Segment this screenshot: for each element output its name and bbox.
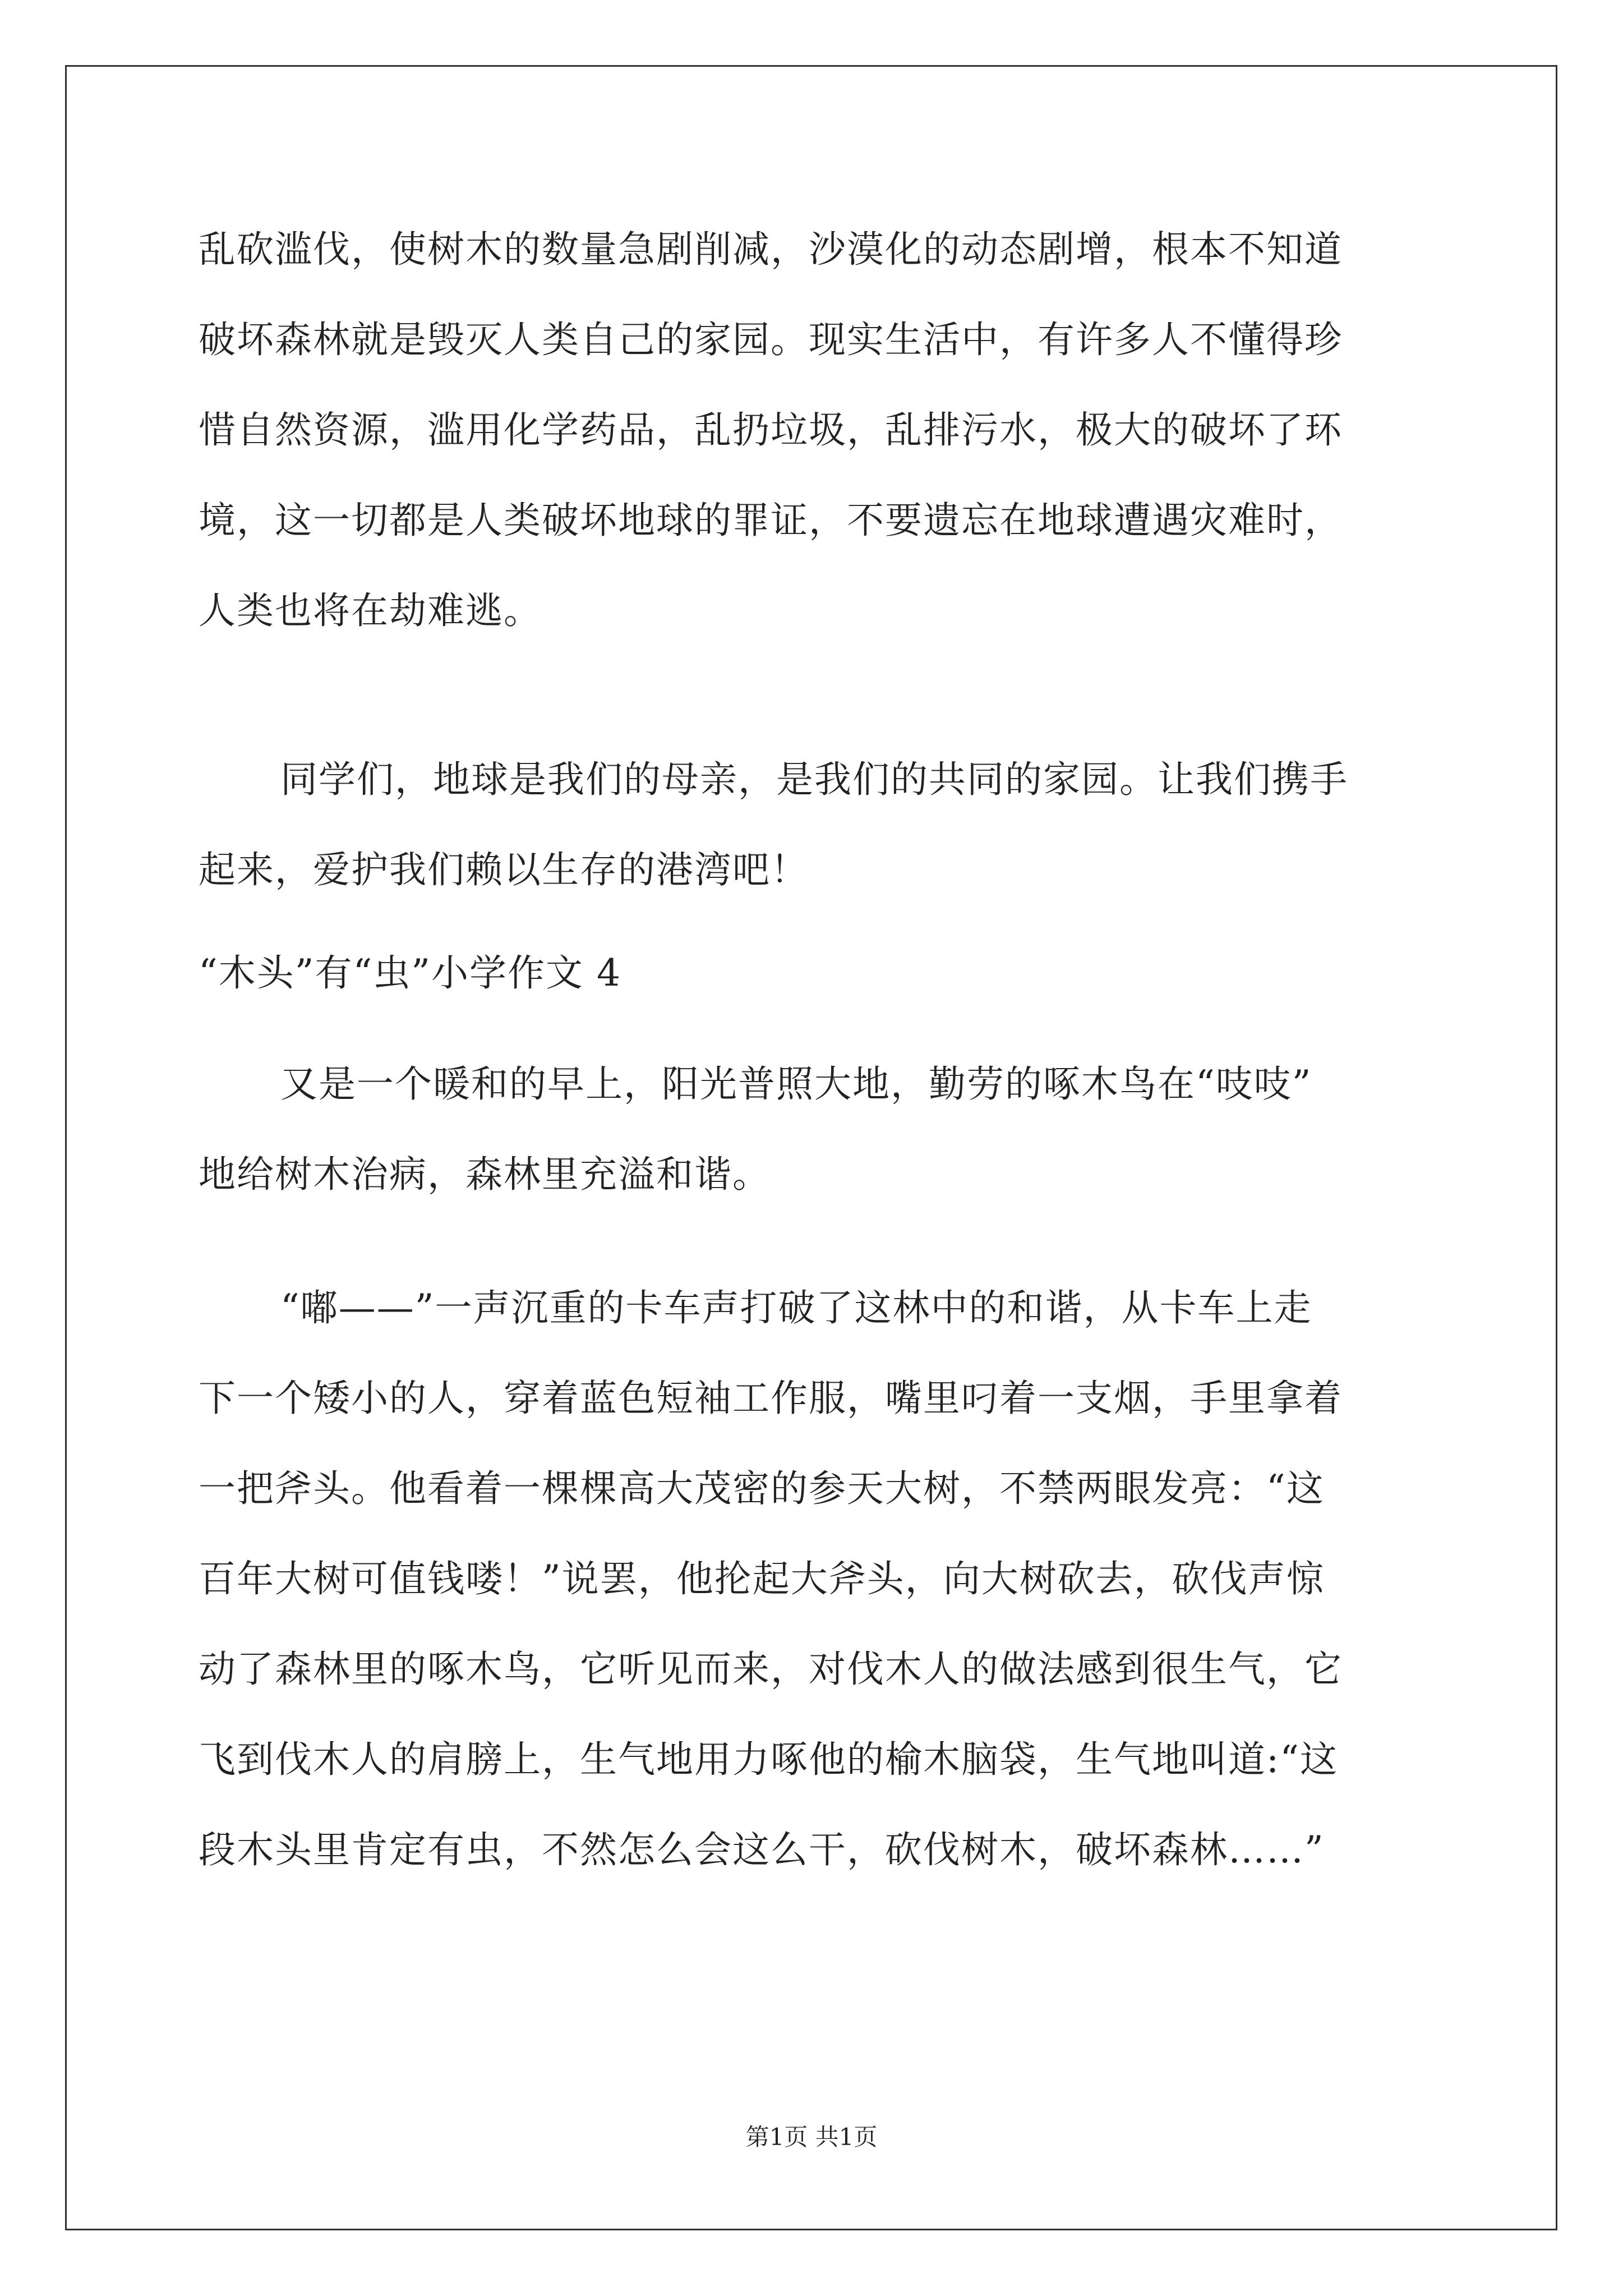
body-line: 境，这一切都是人类破坏地球的罪证，不要遗忘在地球遭遇灾难时， xyxy=(199,499,1343,542)
body-line: 一把斧头。他看着一棵棵高大茂密的参天大树，不禁两眼发亮：“这 xyxy=(199,1467,1325,1510)
body-line: 下一个矮小的人，穿着蓝色短袖工作服，嘴里叼着一支烟，手里拿着 xyxy=(199,1377,1343,1420)
body-line: “嘟——”一声沉重的卡车声打破了这林中的和谐，从卡车上走 xyxy=(280,1286,1312,1329)
body-line: 地给树木治病，森林里充溢和谐。 xyxy=(199,1153,771,1196)
body-line: 乱砍滥伐，使树木的数量急剧削减，沙漠化的动态剧增，根本不知道 xyxy=(199,228,1343,271)
body-line: 惜自然资源，滥用化学药品，乱扔垃圾，乱排污水，极大的破坏了环 xyxy=(199,408,1343,452)
body-line: 段木头里肯定有虫，不然怎么会这么干，砍伐树木，破坏森林……” xyxy=(199,1828,1325,1871)
body-line: 人类也将在劫难逃。 xyxy=(199,589,542,632)
body-line: 起来，爱护我们赖以生存的港湾吧！ xyxy=(199,848,809,891)
body-line: 飞到伐木人的肩膀上，生气地用力啄他的榆木脑袋，生气地叫道:“这 xyxy=(199,1738,1338,1781)
section-heading: “木头”有“虫”小学作文 4 xyxy=(199,951,621,995)
page-border xyxy=(65,65,1557,2230)
body-line: 同学们，地球是我们的母亲，是我们的共同的家园。让我们携手 xyxy=(280,758,1348,801)
body-line: 破坏森林就是毁灭人类自己的家园。现实生活中，有许多人不懂得珍 xyxy=(199,318,1343,361)
body-line: 又是一个暖和的早上，阳光普照大地，勤劳的啄木鸟在“吱吱” xyxy=(280,1062,1312,1106)
body-line: 动了森林里的啄木鸟，它听见而来，对伐木人的做法感到很生气，它 xyxy=(199,1648,1343,1691)
page-number: 第1页 共1页 xyxy=(745,2123,878,2151)
body-line: 百年大树可值钱喽！”说罢，他抡起大斧头，向大树砍去，砍伐声惊 xyxy=(199,1557,1325,1600)
